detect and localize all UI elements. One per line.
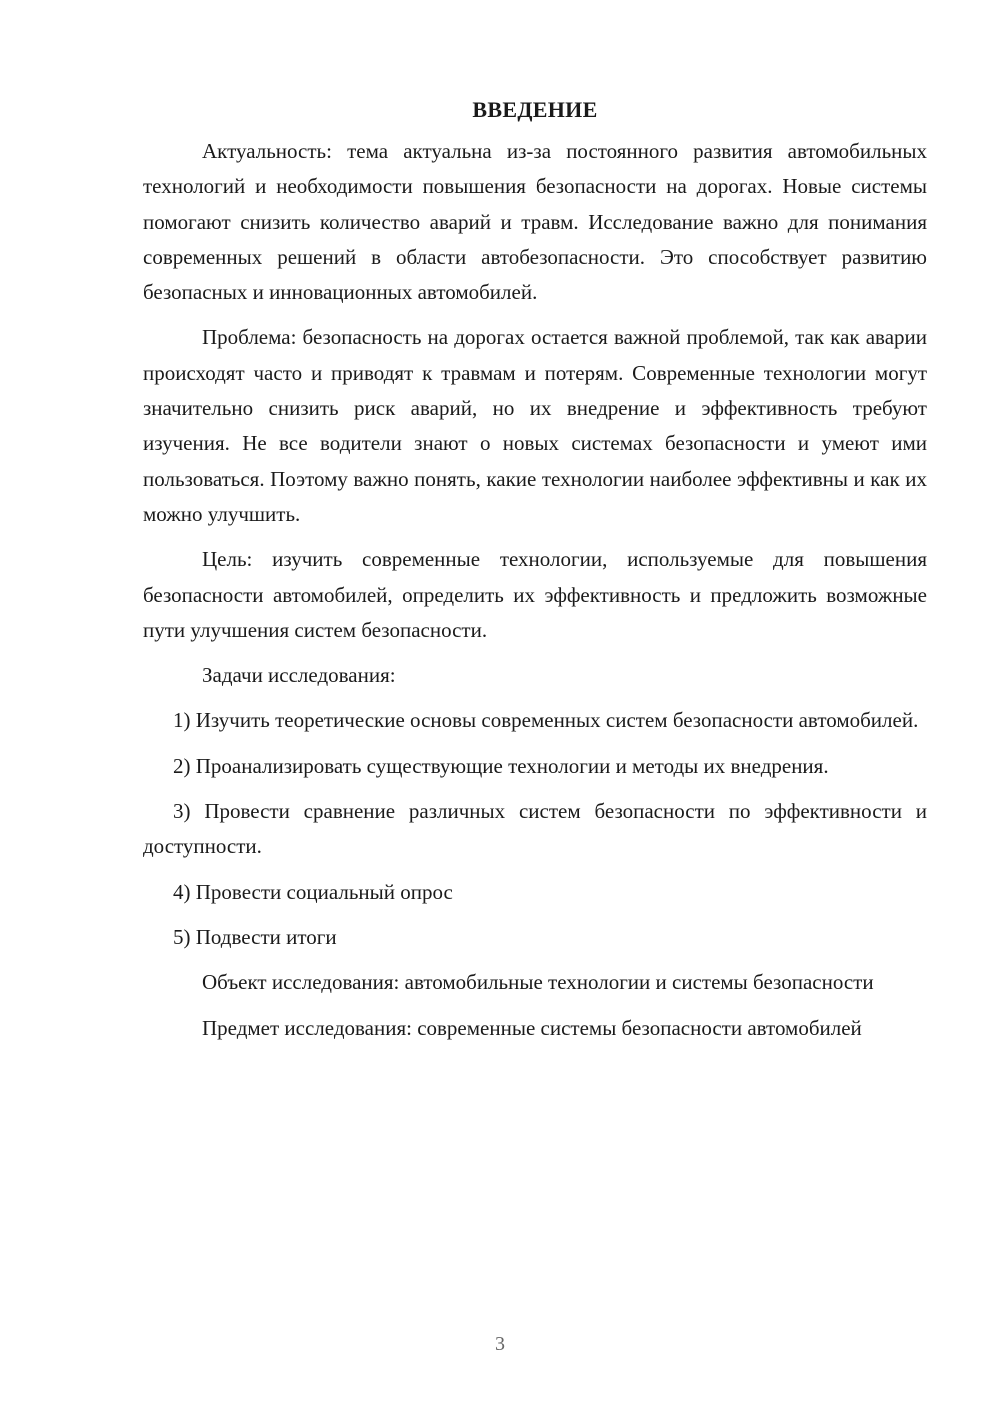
goal-paragraph: Цель: изучить современные технологии, используемые для повышения безопасности автомобилей, определить их эффективность и предложить возможные пути улучшения систем безопасности.	[143, 547, 927, 642]
page-content	[143, 92, 927, 1056]
page-number: 3	[495, 1333, 505, 1355]
research-subject-paragraph: Предмет исследования: современные системы безопасности автомобилей	[202, 1015, 862, 1040]
relevance-paragraph: Актуальность: тема актуальна из-за постоянного развития автомобильных технологий и необходимости повышения безопасности на дорогах. Новые системы помогают снизить количество аварий и травм. Исследование важно для понимания современных решений в области автобезопасности. Это способствует развитию безопасных и инновационных автомобилей.	[143, 139, 927, 305]
task-item-1: 1) Изучить теоретические основы современных систем безопасности автомобилей.	[173, 708, 919, 733]
task-item-5: 5) Подвести итоги	[173, 924, 337, 949]
tasks-intro: Задачи исследования:	[202, 663, 396, 688]
task-item-4: 4) Провести социальный опрос	[173, 879, 453, 904]
section-heading: ВВЕДЕНИЕ	[472, 97, 598, 122]
problem-paragraph: Проблема: безопасность на дорогах остается важной проблемой, так как аварии происходят часто и приводят к травмам и потерям. Современные технологии могут значительно снизить риск аварий, но их внедрение и эффективность требуют изучения. Не все водители знают о новых системах безопасности и умеют ими пользоваться. Поэтому важно понять, какие технологии наиболее эффективны и как их можно улучшить.	[143, 325, 927, 526]
task-item-2: 2) Проанализировать существующие технологии и методы их внедрения.	[173, 753, 829, 778]
research-object-paragraph: Объект исследования: автомобильные технологии и системы безопасности	[202, 970, 874, 995]
task-item-3: 3) Провести сравнение различных систем безопасности по эффективности и доступности.	[143, 799, 927, 859]
